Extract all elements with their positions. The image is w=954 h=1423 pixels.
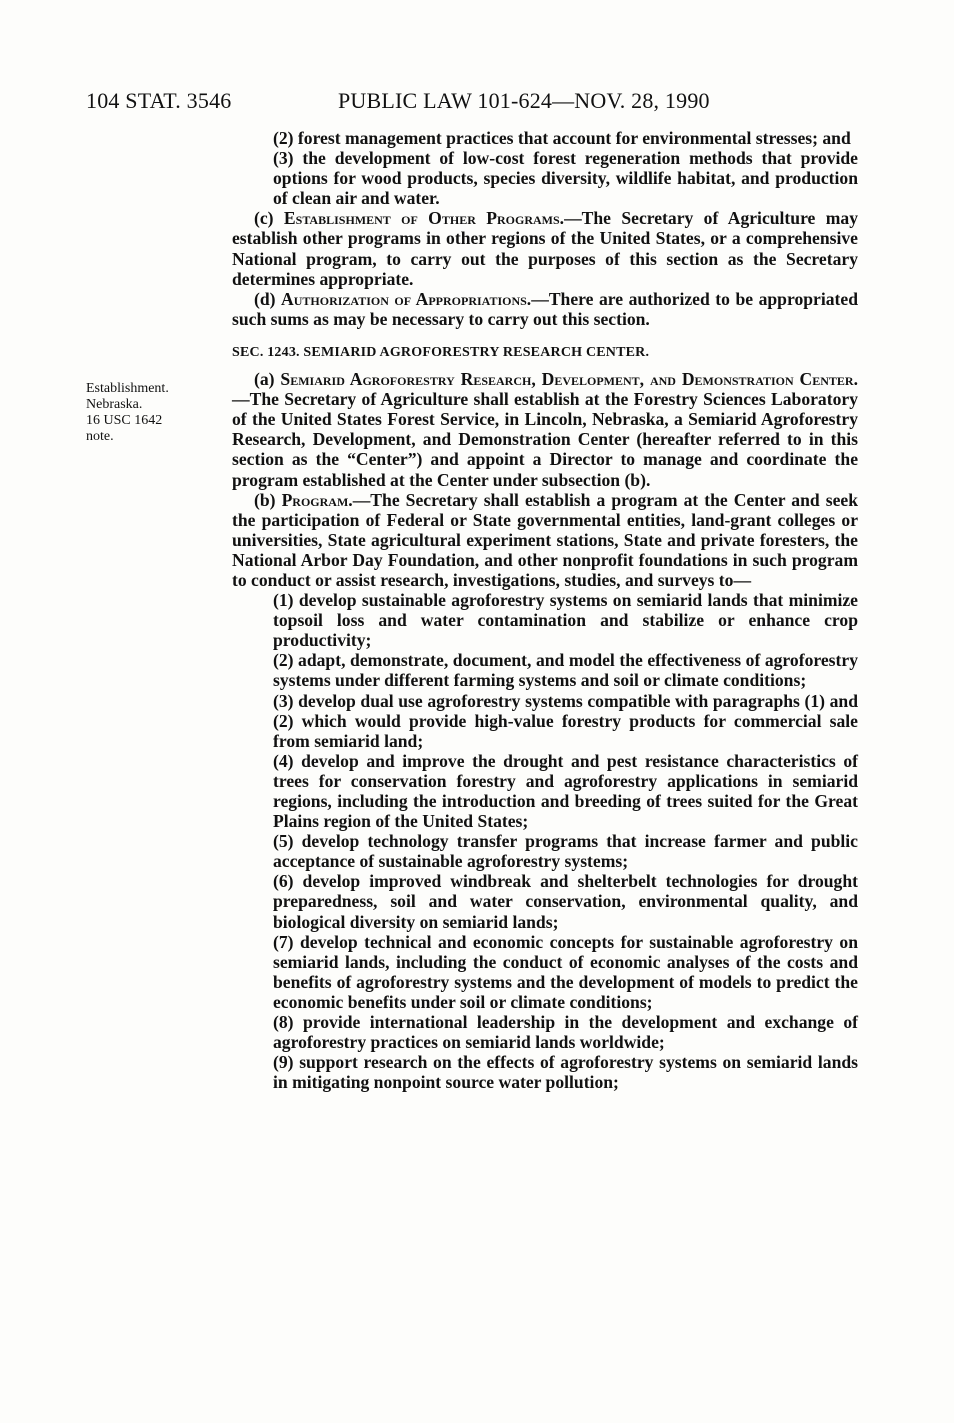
- page-header: [86, 84, 866, 118]
- subsection-b-label: (b): [254, 489, 282, 510]
- list-item: (6) develop improved windbreak and shelterbelt technologies for drought preparedness, soil and water conservation, environmental quality, and biological diversity on semiarid lands;: [273, 871, 858, 932]
- list-item: (9) support research on the effects of agroforestry systems on semiarid lands in mitigating nonpoint source water pollution;: [273, 1052, 858, 1093]
- list-item: (2) adapt, demonstrate, document, and model the effectiveness of agroforestry systems under different farming systems and soil or climate conditions;: [273, 650, 858, 691]
- subsection-a-heading: Semiarid Agroforestry Research, Development, and Demonstration Center.: [280, 369, 858, 390]
- subsection-c: [232, 208, 858, 288]
- subsection-d: [232, 289, 858, 329]
- subsection-a: [232, 369, 858, 490]
- subsection-d-heading: Authorization of Appropriations.: [281, 288, 532, 309]
- subsection-c-heading: Establishment of Other Programs.: [283, 208, 565, 229]
- subsection-b: [232, 490, 858, 590]
- paragraph-b2: (2) forest management practices that account for environmental stresses; and: [273, 128, 851, 148]
- subsection-a-body: —The Secretary of Agriculture shall establish at the Forestry Sciences Laboratory of the United States Forest Service, in Lincoln, Nebraska, a Semiarid Agroforestry Research, Development, and Demonstration Center (hereafter referred to in this section as the “Center”) and appoint a Director to manage and coordinate the program established at the Center under subsection (b).: [232, 389, 858, 490]
- section-heading: SEC. 1243. SEMIARID AGROFORESTRY RESEARCH CENTER.: [232, 344, 650, 360]
- subsection-c-label: (c): [254, 208, 284, 229]
- list-item: (7) develop technical and economic concepts for sustainable agroforestry on semiarid lands, including the conduct of economic analyses of the costs and benefits of agroforestry systems and the development of models to predict the economic benefits under soil or climate conditions;: [273, 931, 858, 1012]
- paragraph-b3: (3) the development of low-cost forest regeneration methods that provide options for wood products, species diversity, wildlife habitat, and production of clean air and water.: [273, 148, 858, 209]
- subsection-c-body: —The Secretary of Agriculture may establish other programs in other regions of the United States, or a comprehensive National program, to carry out the purposes of this section as the Secretary determines appropriate.: [232, 208, 858, 289]
- margin-note-line: note.: [86, 429, 114, 444]
- margin-note-line: 16 USC 1642: [86, 413, 163, 428]
- statute-body: [232, 128, 858, 1092]
- margin-note-line: Nebraska.: [86, 397, 143, 412]
- subsection-d-label: (d): [254, 288, 282, 309]
- list-item: (8) provide international leadership in the development and exchange of agroforestry practices on semiarid lands worldwide;: [273, 1012, 858, 1053]
- stat-citation: 104 STAT. 3546: [86, 88, 232, 113]
- list-item: (4) develop and improve the drought and pest resistance characteristics of trees for conservation forestry and agroforestry applications in semiarid regions, including the introduction and breeding of trees suited for the Great Plains region of the United States;: [273, 750, 858, 832]
- margin-note-line: Establishment.: [86, 381, 169, 396]
- subsection-d-body: —There are authorized to be appropriated such sums as may be necessary to carry out this section.: [232, 288, 858, 329]
- list-item: (3) develop dual use agroforestry systems compatible with paragraphs (1) and (2) which would provide high-value forestry products for commercial sale from semiarid land;: [273, 690, 858, 751]
- margin-note: [86, 381, 216, 445]
- public-law-title: PUBLIC LAW 101-624—NOV. 28, 1990: [338, 88, 710, 113]
- subsection-a-label: (a): [254, 369, 281, 390]
- subsection-b-body: —The Secretary shall establish a program at the Center and seek the participation of Federal or State governmental entities, land-grant colleges or universities, State agricultural experiment stations, State and private foresters, the National Arbor Day Foundation, and other nonprofit foundations in such program to conduct or assist research, investigations, studies, and surveys to—: [232, 489, 858, 590]
- subsection-b-heading: Program.: [281, 489, 353, 510]
- list-item: (5) develop technology transfer programs that increase farmer and public acceptance of sustainable agroforestry systems;: [273, 831, 858, 872]
- list-item: (1) develop sustainable agroforestry systems on semiarid lands that minimize topsoil loss and water contamination and stabilize or enhance crop productivity;: [273, 590, 858, 651]
